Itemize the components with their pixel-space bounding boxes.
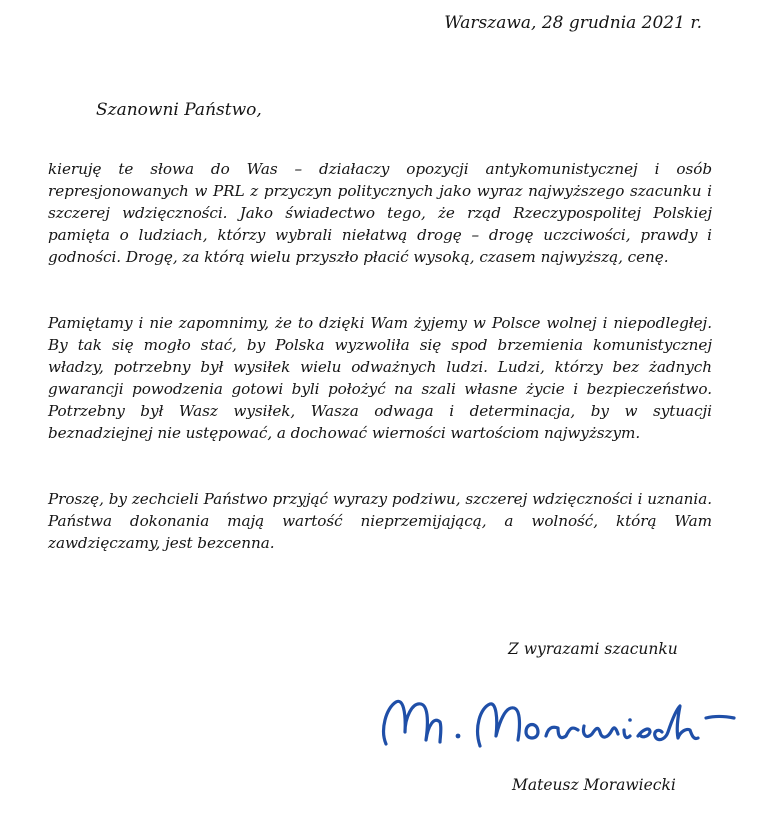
signer-name: Mateusz Morawiecki [512,776,676,794]
body-paragraph-2: Pamiętamy i nie zapomnimy, że to dzięki Wam żyjemy w Polsce wolnej i niepodległej. By tak się mogło stać, by Polska wyzwoliła się spod brzemienia komunistycznej władzy, potrzebny był wysiłek wielu odważnych ludzi. Ludzi, którzy bez żadnych gwarancji powodzenia gotowi byli położyć na szali własne życie i bezpieczeństwo. Potrzebny był Wasz wysiłek, Wasza odwaga i determinacja, by w sytuacji beznadziejnej nie ustępować, a dochować wierności wartościom najwyższym. [48,314,712,442]
body-paragraph-1: kieruję te słowa do Was – działaczy opozycji antykomunistycznej i osób represjonowanych w PRL z przyczyn politycznych jako wyraz najwyższego szacunku i szczerej wdzięczności. Jako świadectwo tego, że rząd Rzeczypospolitej Polskiej pamięta o ludziach, którzy wybrali niełatwą drogę – drogę uczciwości, prawdy i godności. Drogę, za którą wielu przyszło płacić wysoką, czasem najwyższą, cenę. [48,160,712,266]
body-paragraph-3: Proszę, by zechcieli Państwo przyjąć wyrazy podziwu, szczerej wdzięczności i uznania. Państwa dokonania mają wartość nieprzemijającą, a wolność, którą Wam zawdzięczamy, jest bezcenna. [48,490,712,552]
handwritten-signature [376,692,746,754]
salutation: Szanowni Państwo, [96,100,262,120]
closing-phrase: Z wyrazami szacunku [508,640,678,658]
letter-date: Warszawa, 28 grudnia 2021 r. [444,13,702,33]
